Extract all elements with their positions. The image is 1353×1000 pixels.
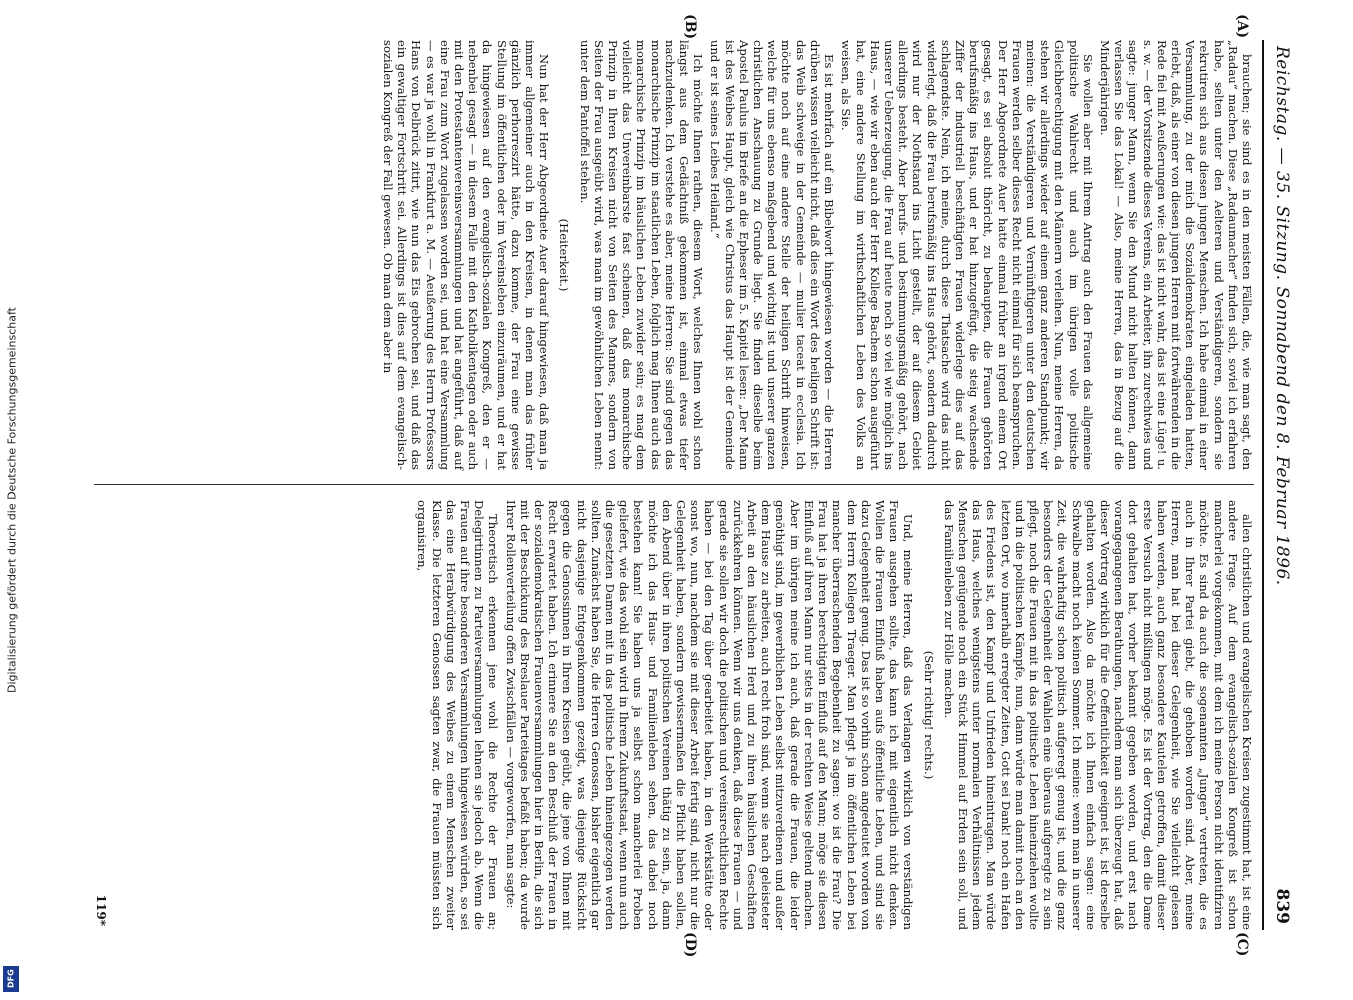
interjection: (Heiterkeit.) — [557, 218, 572, 292]
margin-marker-d: (D) — [682, 932, 698, 958]
paragraph: Es ist mehrfach auf ein Bibelwort hingewiesen worden — die Herren drüben wissen vielleicht nicht, daß dies ein Wort des heiligen Schrift ist: das Weib schweige in der Gemeinde — mulier taceat in ecclesia. Ich möchte noch auf eine andere Stelle der heiligen Schrift hinweisen, welche für uns ebenso maßgebend und wichtig ist und unserer ganzen christlichen Anschauung zu Grunde liegt. Sie finden dieselbe beim Apostel Paulus im Briefe an die Epheser im 5. Kapitel lesen: „Der Mann ist des Weibes Haupt, gleich wie Christus das Haupt ist der Gemeinde und er ist seines Leibes Heiland.“ — [708, 40, 837, 470]
page-header — [1262, 40, 1298, 930]
paragraph: Theoretisch erkennen jene wohl die Rechte der Frauen an; Delegirtinnen zu Parteiversammlungen lehnen sie jedoch ab. Wenn die Frauen auf ihre besonderen Versammlungen hingewiesen würden, so sei das eine Herabwürdigung des Weibes zu einem Menschen zweiter Klasse. Die letzteren Genossen sagten zwar, die Frauen müssten sich organisiren, — [415, 500, 501, 930]
credit-strip — [0, 0, 24, 1000]
paragraph: brauchen; sie sind es in den meisten Fällen, die, wie man sagt, den „Radau“ machen. Diese „Radaumacher“ finden sich, soviel ich erfahren habe, selten unter den Aelteren und Verständigeren, sondern sie rekrutiren sich aus diesen jungen Menschen. Ich habe einmal in einer Versammlung, zu der mich die Sozialdemokraten eingeladen hatten, erlebt, daß, als einer von diesen jungen Herren mit fortwährenden in die Rede fiel mit Aeußerungen wie: das ist nicht wahr, das ist eine Lüge! u. s. w. — der Vorsitzende dieses Vereins, ein Arbeiter, ihn zurechtwies und sagte: junger Mann, wenn Sie den Mund nicht halten können, dann verlassen Sie das Lokal! — Also, meine Herren, das in Bezug auf die Minderjährigen. — [1097, 40, 1254, 470]
margin-marker-b: (B) — [682, 14, 698, 40]
paragraph: Nun hat der Herr Abgeordnete Auer darauf hingewiesen, daß man ja immer allgemeiner auch in den Kreisen, in denen man das früher gänzlich perhorreszirt hätte, dazu komme, der Frau eine gewisse Stellung im öffentlichen oder im Vereinsleben einzuräumen, und er hat da hingewiesen auf den evangelisch-sozialen Kongreß, den er — nebenbei gesagt — in diesem Falle mit den Katholikentagen oder auch mit den Protestantenvereinsversammlungen und hat angeführt, daß auf eine Frau zum Wort zugelassen worden sei, und hat eine Versammlung — es war ja wohl in Frankfurt a. M. — Aeußerung des Herrn Professors Hans von Delbrück zitirt, wie nun das Eis gebrochen sei, und daß das ein gewaltiger Fortschritt sei. Allerdings ist dies auf dem evangelisch-sozialen Kongreß der Fall gewesen. Ob man dem aber in — [381, 40, 552, 470]
newspaper-page — [58, 14, 1298, 958]
paragraph: allen christlichen und evangelischen Kreisen zugestimmt hat, ist eine andere Frage. Auf dem evangelisch-sozialen Kongreß ist schon mancherlei vorgekommen, mit dem ich meine Person nicht identifiziren möchte. Es sind da auch die sogenannten „Jungen“ vertreten, die es auch in Ihrer Partei giebt, die gehoben worden sind. Aber, meine Herren, man hat bei dieser Gelegenheit, wie Sie vielleicht gelesen haben werden, auch ganz besondere Kautelen getroffen, damit dieser erste Versuch nicht mißlingen möge. Es ist der Vortrag, den die Dame dort gehalten hat, vorher bekannt gegeben worden, und erst nach vorangegangenen Berathungen, nachdem man sich überzeugt hat, daß dieser Vortrag wirklich für die Oeffentlichkeit geeignet ist, ist derselbe gehalten worden. Also da möchte ich Ihnen einfach sagen: eine Schwalbe macht noch keinen Sommer. Ich meine: wenn man in unserer Zeit, die wahrhaftig schon politisch aufgeregt genug ist, und die ganz besonders der Gelegenheit der Wahlen eine überaus aufgeregte zu sein pflegt, noch die Frauen mit in das politische Leben hineinziehen wollte und in die politischen Kämpfe, nun, dann würde man damit noch an den letzten Ort, wo innerhalb erregter Zeiten, Gott sei Dank! noch ein Hafen des Friedens ist, den Kampf und Unfrieden hineintragen. Man würde das Haus, welches wenigstens unter normalen Verhältnissen jedem Menschen genügende noch ein Stück Himmel auf Erden sein soll, und das Familienleben zur Hölle machen. — [941, 500, 1254, 930]
margin-marker-c: (C) — [1234, 932, 1250, 957]
page-number: 839 — [1272, 888, 1292, 924]
session-title: Reichstag. — 35. Sitzung. Sonnabend den 8. Februar 1896. — [1272, 46, 1292, 586]
dfg-logo: DFG — [3, 966, 19, 992]
paragraph: Sie wollen aber mit Ihrem Antrag auch den Frauen das allgemeine politische Wahlrecht und auch im übrigen volle politische Gleichberechtigung mit den Männern verleihen. Nun, meine Herren, da stehen wir allerdings wieder auf einem ganz anderen Standpunkt; wir meinen: die Verständigeren und Vernünftigeren unter den deutschen Frauen werden selber dieses Recht nicht einmal für sich beanspruchen. Der Herr Abgeordnete Auer hatte einmal früher an irgend einem Ort gesagt, es sei absolut thöricht, zu behaupten, die Frauen gehörten berufsmäßig ins Haus, und er hat hinzugefügt, die steig wachsende Ziffer der industriell beschäftigten Frauen widerlege dies auf das schlagendste. Nein, ich meine, durch diese Thatsache wird das nicht widerlegt, daß die Frau berufsmäßig ins Haus gehört, sondern dadurch wird nur der Nothstand ins Licht gestellt, der auf diesem Gebiet allerdings besteht. Aber berufs- und bestimmungsmäßig gehört, nach unserer Ueberzeugung, die Frau auf heute noch so viel wie möglich ins Haus, — wie wir eben auch der Herr Kollege Bachem schon ausgeführt hat, eine andere Stellung im wirthschaftlichen Leben des Volks an weisen, als Sie. — [839, 40, 1095, 470]
paragraph: Ich möchte Ihnen rathen, diesem Wort, welches Ihnen wohl schon längst aus dem Gedächtniß gekommen ist, einmal etwas tiefer nachzudenken. Ich verstehe es aber, meine Herren: Sie sind gegen das monarchische Prinzip im staatlichen Leben, folglich mag Ihnen auch das monarchische Prinzip im häuslichen Leben zuwider sein; es mag dem vielleicht das Unvereinbarste fast scheinen, daß das monarchische Prinzip in Ihren Kreisen nicht von Seiten des Mannes, sondern von Seiten der Frau ausgeübt wird, was man im gewöhnlichen Leben nennt: unter dem Pantoffel stehen. — [577, 40, 706, 470]
rotated-page-content — [58, 14, 1298, 958]
interjection: (Sehr richtig! rechts.) — [921, 650, 936, 780]
column-divider — [94, 484, 1254, 485]
paragraph: Und, meine Herren, daß das Verlangen wirklich von verständigen Frauen ausgehen sollte, das kann ich mit eigentlich nicht denken. Wollen die Frauen Einfluß haben aufs öffentliche Leben, und sind sie dazu Gelegenheit genug. Das ist so vorhin schon angedeutet worden von dem Herrn Kollegen Traeger. Man pflegt ja im öffentlichen Leben bei mancher überraschenden Begebenheit zu sagen: wo ist die Frau? Die Frau hat ja ihren berechtigten Einfluß auf den Mann; möge sie diesen Einfluß auf ihren Mann nur stets in der rechten Weise geltend machen. Aber im übrigen meine ich auch, daß gerade die Frauen, die leider genöthigt sind, im gewerblichen Leben selbst mitzuverdienen und außer dem Hause zu arbeiten, auch recht froh sind, wenn sie nach geleisteter Arbeit an den häuslichen Herd und zu ihren häuslichen Geschäften zurückkehren können. Wenn wir uns denken, daß diese Frauen — und gerade sie sollen wir doch die politischen und vereinsrechtlichen Rechte haben — bei den Tag über gearbeitet haben, in den Werkstätte oder sonst wo, nun, nachdem sie mit dieser Arbeit fertig sind, nicht nur die Gelegenheit haben, sondern gewissermaßen die Pflicht haben sollen, den Abend über in ihren politischen Vereinen thätig zu sein, ja, dann möchte ich das Haus- und Familienleben sehen, das dabei noch bestehen kann! Sie haben uns ja selbst schon mancherlei Proben geliefert, wie das wohl sein wird in Ihrem Zukunftsstaat, wenn nun auch die gesetzten Damen mit in das politische Leben hineingezogen werden sollten. Zunächst haben Sie, die Herren Genossen, bisher eigentlich gar nicht dasjenige Entgegenkommen gezeigt, was diejenige Rücksicht gegen die Genossinnen in Ihren Kreisen geübt, die jene von Ihnen mit Recht erwartet haben. Ich erinnere Sie an den Beschluß der Frauen in der sozialdemokratischen Frauenversammlungen hier in Berlin, die sich mit der Beschickung des Breslauer Parteitages befaßt haben; da wurde Ihrer Rollenverteilung offen Zwischfällen — vorgeworfen, man sagte: — [503, 500, 916, 930]
margin-marker-a: (A) — [1234, 14, 1250, 39]
signature-mark: 119* — [94, 894, 108, 926]
funding-credit: Digitalisierung gefördert durch die Deutsche Forschungsgemeinschaft — [5, 307, 19, 693]
right-column — [412, 500, 1254, 930]
left-column — [378, 40, 1254, 470]
